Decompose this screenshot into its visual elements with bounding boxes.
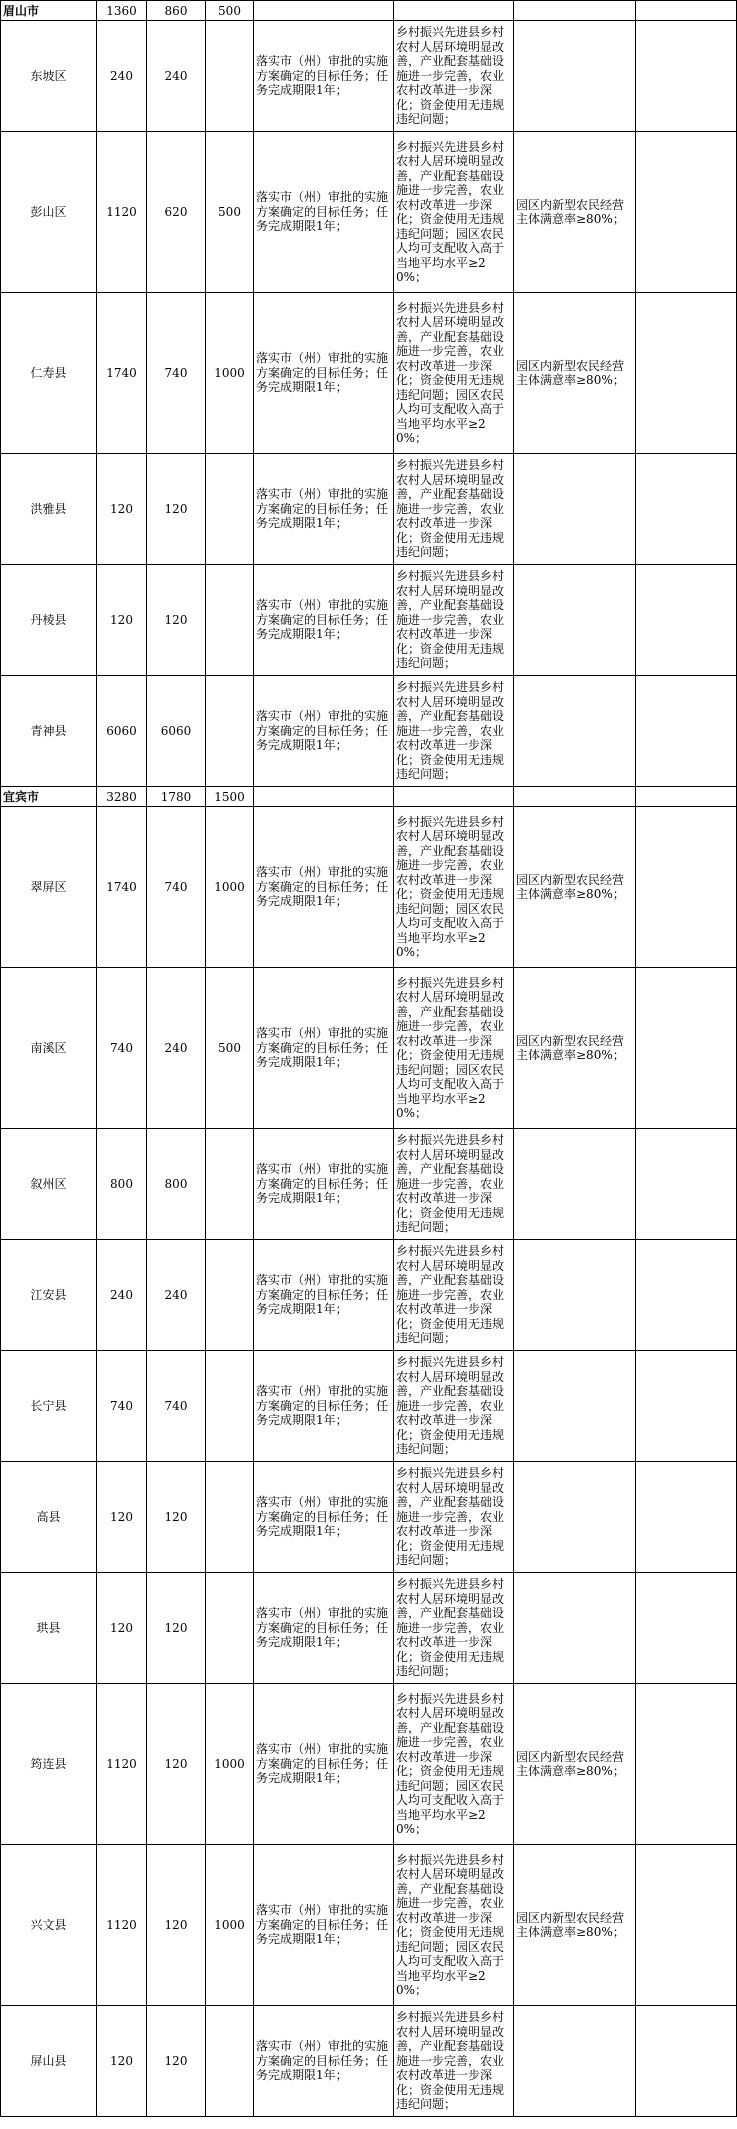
funds-b-cell xyxy=(206,2006,254,2117)
county-name-cell: 筠连县 xyxy=(1,1684,97,1845)
satisfaction-cell xyxy=(514,1240,636,1351)
county-name-cell: 南溪区 xyxy=(1,968,97,1129)
county-row xyxy=(1,1573,737,1684)
benefit-goal-cell: 乡村振兴先进县乡村农村人居环境明显改善，产业配套基础设施进一步完善，农业农村改革进一步深化；资金使用无违规违纪问题； xyxy=(394,1462,514,1573)
county-row xyxy=(1,293,737,454)
total-funds-cell: 120 xyxy=(97,565,147,676)
task-target-cell: 落实市（州）审批的实施方案确定的目标任务；任务完成期限1年； xyxy=(254,565,394,676)
total-funds-cell: 1120 xyxy=(97,132,147,293)
county-row xyxy=(1,1684,737,1845)
county-row xyxy=(1,1351,737,1462)
blank-cell xyxy=(636,132,737,293)
funds-b-cell xyxy=(206,454,254,565)
satisfaction-cell xyxy=(514,787,636,807)
funds-a-cell: 240 xyxy=(147,968,206,1129)
blank-cell xyxy=(636,454,737,565)
funds-a-cell: 740 xyxy=(147,1351,206,1462)
county-row xyxy=(1,676,737,787)
task-target-cell: 落实市（州）审批的实施方案确定的目标任务；任务完成期限1年； xyxy=(254,807,394,968)
benefit-goal-cell: 乡村振兴先进县乡村农村人居环境明显改善，产业配套基础设施进一步完善，农业农村改革进一步深化；资金使用无违规违纪问题； xyxy=(394,21,514,132)
county-name-cell: 江安县 xyxy=(1,1240,97,1351)
total-funds-cell: 3280 xyxy=(97,787,147,807)
benefit-goal-cell: 乡村振兴先进县乡村农村人居环境明显改善，产业配套基础设施进一步完善，农业农村改革进一步深化；资金使用无违规违纪问题； xyxy=(394,1351,514,1462)
benefit-goal-cell: 乡村振兴先进县乡村农村人居环境明显改善，产业配套基础设施进一步完善，农业农村改革进一步深化；资金使用无违规违纪问题； xyxy=(394,676,514,787)
city-name-cell: 眉山市 xyxy=(1,1,97,21)
funds-a-cell: 120 xyxy=(147,454,206,565)
benefit-goal-cell: 乡村振兴先进县乡村农村人居环境明显改善，产业配套基础设施进一步完善，农业农村改革进一步深化；资金使用无违规违纪问题；园区农民人均可支配收入高于当地平均水平≥20%； xyxy=(394,1845,514,2006)
funds-b-cell xyxy=(206,1573,254,1684)
funds-a-cell: 120 xyxy=(147,1462,206,1573)
benefit-goal-cell: 乡村振兴先进县乡村农村人居环境明显改善，产业配套基础设施进一步完善，农业农村改革进一步深化；资金使用无违规违纪问题； xyxy=(394,1129,514,1240)
satisfaction-cell: 园区内新型农民经营主体满意率≥80%； xyxy=(514,968,636,1129)
satisfaction-cell: 园区内新型农民经营主体满意率≥80%； xyxy=(514,1845,636,2006)
satisfaction-cell: 园区内新型农民经营主体满意率≥80%； xyxy=(514,807,636,968)
county-name-cell: 翠屏区 xyxy=(1,807,97,968)
total-funds-cell: 120 xyxy=(97,454,147,565)
blank-cell xyxy=(636,1573,737,1684)
satisfaction-cell: 园区内新型农民经营主体满意率≥80%； xyxy=(514,1684,636,1845)
benefit-goal-cell: 乡村振兴先进县乡村农村人居环境明显改善，产业配套基础设施进一步完善，农业农村改革进一步深化；资金使用无违规违纪问题； xyxy=(394,1240,514,1351)
task-target-cell: 落实市（州）审批的实施方案确定的目标任务；任务完成期限1年； xyxy=(254,1129,394,1240)
blank-cell xyxy=(636,2006,737,2117)
task-target-cell: 落实市（州）审批的实施方案确定的目标任务；任务完成期限1年； xyxy=(254,293,394,454)
funds-a-cell: 120 xyxy=(147,1845,206,2006)
blank-cell xyxy=(636,787,737,807)
total-funds-cell: 740 xyxy=(97,968,147,1129)
total-funds-cell: 120 xyxy=(97,1573,147,1684)
blank-cell xyxy=(636,1845,737,2006)
funds-b-cell xyxy=(206,1462,254,1573)
blank-cell xyxy=(636,968,737,1129)
funds-a-cell: 860 xyxy=(147,1,206,21)
satisfaction-cell xyxy=(514,454,636,565)
satisfaction-cell xyxy=(514,1573,636,1684)
benefit-goal-cell: 乡村振兴先进县乡村农村人居环境明显改善，产业配套基础设施进一步完善，农业农村改革进一步深化；资金使用无违规违纪问题； xyxy=(394,1573,514,1684)
county-row xyxy=(1,2006,737,2117)
task-target-cell: 落实市（州）审批的实施方案确定的目标任务；任务完成期限1年； xyxy=(254,2006,394,2117)
funds-b-cell: 1500 xyxy=(206,787,254,807)
county-name-cell: 洪雅县 xyxy=(1,454,97,565)
satisfaction-cell xyxy=(514,1129,636,1240)
total-funds-cell: 120 xyxy=(97,1462,147,1573)
blank-cell xyxy=(636,293,737,454)
city-name-cell: 宜宾市 xyxy=(1,787,97,807)
county-name-cell: 仁寿县 xyxy=(1,293,97,454)
county-row xyxy=(1,21,737,132)
funds-b-cell xyxy=(206,676,254,787)
benefit-goal-cell: 乡村振兴先进县乡村农村人居环境明显改善，产业配套基础设施进一步完善，农业农村改革进一步深化；资金使用无违规违纪问题； xyxy=(394,2006,514,2117)
county-name-cell: 丹棱县 xyxy=(1,565,97,676)
funds-b-cell: 1000 xyxy=(206,1684,254,1845)
task-target-cell: 落实市（州）审批的实施方案确定的目标任务；任务完成期限1年； xyxy=(254,1462,394,1573)
funds-b-cell: 1000 xyxy=(206,293,254,454)
task-target-cell: 落实市（州）审批的实施方案确定的目标任务；任务完成期限1年； xyxy=(254,132,394,293)
satisfaction-cell xyxy=(514,1462,636,1573)
funds-a-cell: 240 xyxy=(147,21,206,132)
blank-cell xyxy=(636,565,737,676)
county-row xyxy=(1,454,737,565)
total-funds-cell: 1740 xyxy=(97,293,147,454)
blank-cell xyxy=(636,1351,737,1462)
satisfaction-cell: 园区内新型农民经营主体满意率≥80%； xyxy=(514,132,636,293)
county-name-cell: 兴文县 xyxy=(1,1845,97,2006)
county-name-cell: 叙州区 xyxy=(1,1129,97,1240)
total-funds-cell: 800 xyxy=(97,1129,147,1240)
blank-cell xyxy=(636,676,737,787)
county-name-cell: 珙县 xyxy=(1,1573,97,1684)
county-row xyxy=(1,1462,737,1573)
task-target-cell: 落实市（州）审批的实施方案确定的目标任务；任务完成期限1年； xyxy=(254,1573,394,1684)
blank-cell xyxy=(636,21,737,132)
blank-cell xyxy=(636,807,737,968)
satisfaction-cell xyxy=(514,565,636,676)
funds-b-cell: 500 xyxy=(206,968,254,1129)
blank-cell xyxy=(636,1240,737,1351)
city-row xyxy=(1,1,737,21)
funds-b-cell: 1000 xyxy=(206,1845,254,2006)
task-target-cell: 落实市（州）审批的实施方案确定的目标任务；任务完成期限1年； xyxy=(254,676,394,787)
county-row xyxy=(1,1129,737,1240)
funds-a-cell: 800 xyxy=(147,1129,206,1240)
benefit-goal-cell: 乡村振兴先进县乡村农村人居环境明显改善，产业配套基础设施进一步完善，农业农村改革进一步深化；资金使用无违规违纪问题；园区农民人均可支配收入高于当地平均水平≥20%； xyxy=(394,132,514,293)
benefit-goal-cell: 乡村振兴先进县乡村农村人居环境明显改善，产业配套基础设施进一步完善，农业农村改革进一步深化；资金使用无违规违纪问题； xyxy=(394,565,514,676)
benefit-goal-cell: 乡村振兴先进县乡村农村人居环境明显改善，产业配套基础设施进一步完善，农业农村改革进一步深化；资金使用无违规违纪问题；园区农民人均可支配收入高于当地平均水平≥20%； xyxy=(394,293,514,454)
county-name-cell: 高县 xyxy=(1,1462,97,1573)
task-target-cell xyxy=(254,1,394,21)
total-funds-cell: 120 xyxy=(97,2006,147,2117)
blank-cell xyxy=(636,1462,737,1573)
task-target-cell: 落实市（州）审批的实施方案确定的目标任务；任务完成期限1年； xyxy=(254,454,394,565)
task-target-cell: 落实市（州）审批的实施方案确定的目标任务；任务完成期限1年； xyxy=(254,1845,394,2006)
funds-a-cell: 740 xyxy=(147,807,206,968)
county-name-cell: 彭山区 xyxy=(1,132,97,293)
total-funds-cell: 240 xyxy=(97,21,147,132)
funds-b-cell xyxy=(206,1129,254,1240)
task-target-cell xyxy=(254,787,394,807)
benefit-goal-cell: 乡村振兴先进县乡村农村人居环境明显改善，产业配套基础设施进一步完善，农业农村改革进一步深化；资金使用无违规违纪问题；园区农民人均可支配收入高于当地平均水平≥20%； xyxy=(394,968,514,1129)
county-name-cell: 青神县 xyxy=(1,676,97,787)
total-funds-cell: 1120 xyxy=(97,1684,147,1845)
total-funds-cell: 1740 xyxy=(97,807,147,968)
funds-b-cell xyxy=(206,565,254,676)
county-row xyxy=(1,807,737,968)
task-target-cell: 落实市（州）审批的实施方案确定的目标任务；任务完成期限1年； xyxy=(254,21,394,132)
county-name-cell: 长宁县 xyxy=(1,1351,97,1462)
funds-b-cell xyxy=(206,1240,254,1351)
county-name-cell: 东坡区 xyxy=(1,21,97,132)
task-target-cell: 落实市（州）审批的实施方案确定的目标任务；任务完成期限1年； xyxy=(254,1351,394,1462)
blank-cell xyxy=(636,1,737,21)
funds-b-cell: 500 xyxy=(206,132,254,293)
total-funds-cell: 6060 xyxy=(97,676,147,787)
county-row xyxy=(1,132,737,293)
total-funds-cell: 1360 xyxy=(97,1,147,21)
funds-a-cell: 1780 xyxy=(147,787,206,807)
city-row xyxy=(1,787,737,807)
benefit-goal-cell: 乡村振兴先进县乡村农村人居环境明显改善，产业配套基础设施进一步完善，农业农村改革进一步深化；资金使用无违规违纪问题；园区农民人均可支配收入高于当地平均水平≥20%； xyxy=(394,807,514,968)
satisfaction-cell xyxy=(514,676,636,787)
benefit-goal-cell: 乡村振兴先进县乡村农村人居环境明显改善，产业配套基础设施进一步完善，农业农村改革进一步深化；资金使用无违规违纪问题；园区农民人均可支配收入高于当地平均水平≥20%； xyxy=(394,1684,514,1845)
funds-b-cell: 1000 xyxy=(206,807,254,968)
blank-cell xyxy=(636,1684,737,1845)
total-funds-cell: 740 xyxy=(97,1351,147,1462)
satisfaction-cell: 园区内新型农民经营主体满意率≥80%； xyxy=(514,293,636,454)
total-funds-cell: 240 xyxy=(97,1240,147,1351)
satisfaction-cell xyxy=(514,21,636,132)
funds-a-cell: 240 xyxy=(147,1240,206,1351)
funds-a-cell: 120 xyxy=(147,1684,206,1845)
funds-b-cell: 500 xyxy=(206,1,254,21)
funds-b-cell xyxy=(206,1351,254,1462)
satisfaction-cell xyxy=(514,2006,636,2117)
table-body xyxy=(1,1,737,2117)
satisfaction-cell xyxy=(514,1,636,21)
task-target-cell: 落实市（州）审批的实施方案确定的目标任务；任务完成期限1年； xyxy=(254,1684,394,1845)
satisfaction-cell xyxy=(514,1351,636,1462)
funds-a-cell: 120 xyxy=(147,565,206,676)
benefit-goal-cell xyxy=(394,1,514,21)
benefit-goal-cell xyxy=(394,787,514,807)
funds-a-cell: 740 xyxy=(147,293,206,454)
county-row xyxy=(1,1845,737,2006)
task-target-cell: 落实市（州）审批的实施方案确定的目标任务；任务完成期限1年； xyxy=(254,968,394,1129)
county-row xyxy=(1,968,737,1129)
task-target-cell: 落实市（州）审批的实施方案确定的目标任务；任务完成期限1年； xyxy=(254,1240,394,1351)
county-row xyxy=(1,565,737,676)
county-row xyxy=(1,1240,737,1351)
blank-cell xyxy=(636,1129,737,1240)
county-name-cell: 屏山县 xyxy=(1,2006,97,2117)
funds-a-cell: 120 xyxy=(147,2006,206,2117)
funds-b-cell xyxy=(206,21,254,132)
funds-a-cell: 6060 xyxy=(147,676,206,787)
funds-a-cell: 120 xyxy=(147,1573,206,1684)
funds-a-cell: 620 xyxy=(147,132,206,293)
total-funds-cell: 1120 xyxy=(97,1845,147,2006)
benefit-goal-cell: 乡村振兴先进县乡村农村人居环境明显改善，产业配套基础设施进一步完善，农业农村改革进一步深化；资金使用无违规违纪问题； xyxy=(394,454,514,565)
